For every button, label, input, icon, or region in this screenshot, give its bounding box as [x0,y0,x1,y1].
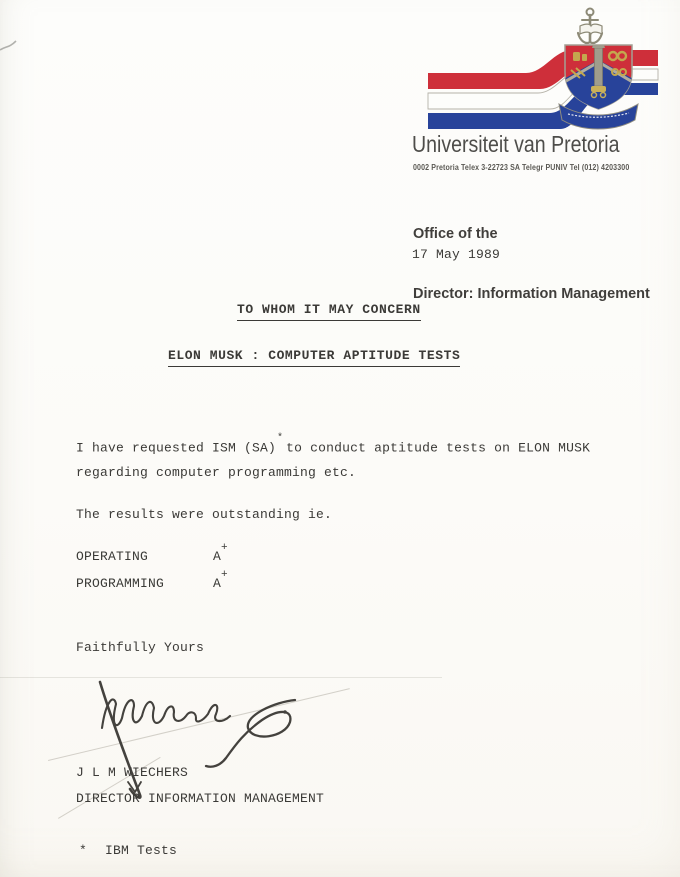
crest-shield [558,42,639,129]
signer-name: J L M WIECHERS [76,765,189,780]
body-line-1-pre: I have requested ISM (SA) [76,440,277,456]
result-label: PROGRAMMING [76,576,165,592]
office-line-2: Director: Information Management [413,286,650,302]
office-line-1: Office of the [413,226,498,242]
heading-to-whom: TO WHOM IT MAY CONCERN [237,303,421,321]
letter-date: 17 May 1989 [412,247,501,262]
body-line-1 [76,433,591,456]
university-name: Universiteit van Pretoria [412,131,620,157]
signature [40,660,340,810]
grade-letter: A [213,549,222,565]
result-grade [213,569,228,592]
closing-salutation: Faithfully Yours [76,640,205,655]
result-row-programming [76,569,228,592]
body-line-1-post: to conduct aptitude tests on ELON MUSK [286,440,591,456]
result-label: OPERATING [76,549,149,565]
office-block [413,184,650,344]
heading-subject: ELON MUSK : COMPUTER APTITUDE TESTS [168,349,460,367]
footnote-ref-asterisk: * [277,433,284,444]
letterhead-address: 0002 Pretoria Telex 3-22723 SA Telegr PUNIV Tel (012) 4203300 [413,163,630,172]
grade-letter: A [213,576,222,592]
results-intro: The results were outstanding ie. [76,507,333,522]
signer-title: DIRECTOR INFORMATION MANAGEMENT [76,791,325,806]
result-row-operating [76,542,228,565]
footnote [79,844,177,858]
scan-smudge-mark [0,36,20,58]
grade-plus: + [221,542,228,554]
body-line-2: regarding computer programming etc. [76,465,357,480]
grade-plus: + [221,569,228,581]
footnote-text: IBM Tests [105,843,178,858]
university-logo [408,0,672,140]
footnote-marker: * [79,843,88,858]
crest-anchor-book-icon [578,9,602,43]
result-grade [213,542,228,565]
